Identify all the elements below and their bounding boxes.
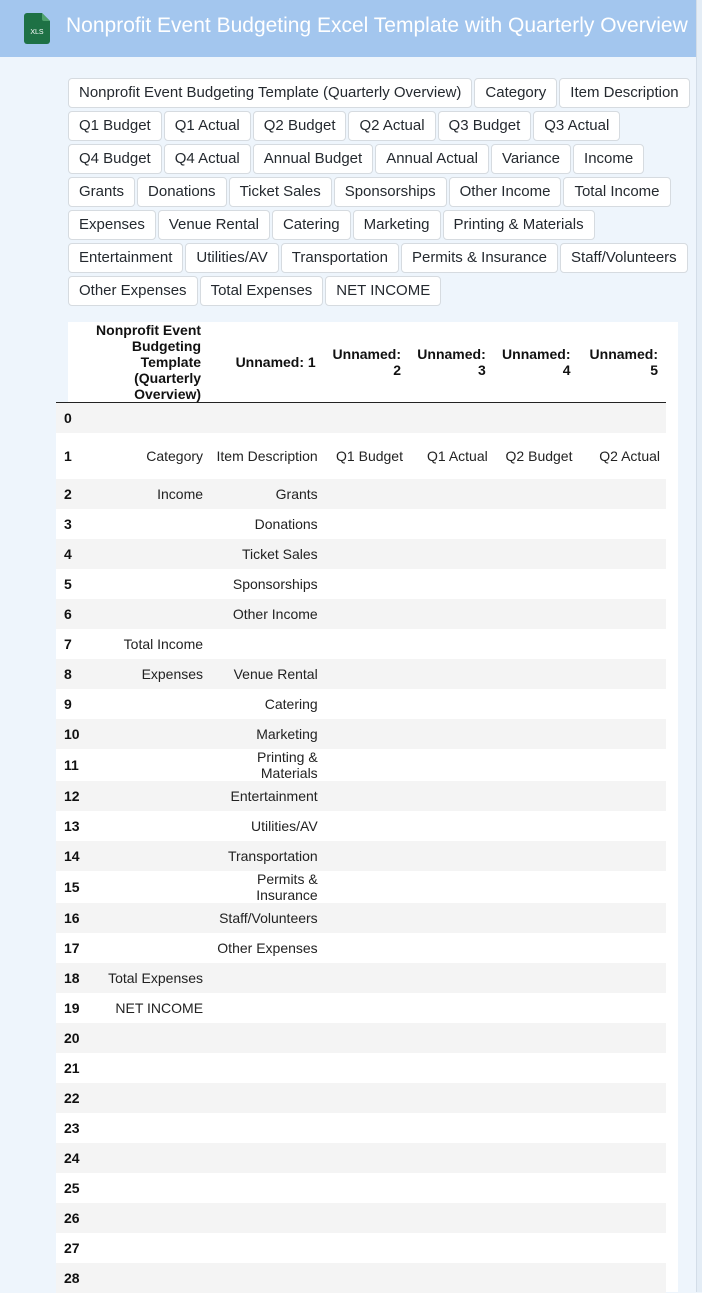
table-cell	[578, 1083, 666, 1113]
column-chip[interactable]: NET INCOME	[325, 276, 441, 306]
column-chip[interactable]: Transportation	[281, 243, 399, 273]
row-index: 8	[56, 659, 80, 689]
table-cell	[578, 811, 666, 841]
table-cell	[494, 539, 579, 569]
table-cell: Q2 Actual	[578, 433, 666, 479]
table-cell	[409, 1143, 494, 1173]
column-chip[interactable]: Entertainment	[68, 243, 183, 273]
column-chip[interactable]: Item Description	[559, 78, 689, 108]
column-chip[interactable]: Income	[573, 144, 644, 174]
table-cell	[578, 1173, 666, 1203]
row-index: 6	[56, 599, 80, 629]
table-cell: Staff/Volunteers	[209, 903, 324, 933]
column-chip[interactable]: Donations	[137, 177, 227, 207]
table-cell	[409, 599, 494, 629]
table-row	[56, 1263, 666, 1293]
row-index: 2	[56, 479, 80, 509]
row-index: 19	[56, 993, 80, 1023]
column-header[interactable]: Nonprofit Event Budgeting Template (Quarterly Overview)	[80, 322, 209, 403]
table-cell	[494, 1053, 579, 1083]
page-title: Nonprofit Event Budgeting Excel Template with Quarterly Overview	[66, 14, 688, 37]
table-cell	[578, 871, 666, 903]
table-row	[56, 539, 666, 569]
row-index: 10	[56, 719, 80, 749]
table-cell	[409, 403, 494, 433]
table-row	[56, 599, 666, 629]
table-cell	[409, 1203, 494, 1233]
table-row	[56, 871, 666, 903]
row-index: 15	[56, 871, 80, 903]
table-cell	[578, 569, 666, 599]
table-row	[56, 811, 666, 841]
table-cell: NET INCOME	[80, 993, 209, 1023]
table-cell	[80, 1173, 209, 1203]
table-row	[56, 749, 666, 781]
table-cell	[494, 841, 579, 871]
column-chip[interactable]: Q2 Budget	[253, 111, 347, 141]
table-cell	[409, 569, 494, 599]
table-cell	[578, 689, 666, 719]
table-cell	[324, 1023, 409, 1053]
table-cell	[578, 749, 666, 781]
row-index: 28	[56, 1263, 80, 1293]
table-cell	[578, 1263, 666, 1293]
row-index: 22	[56, 1083, 80, 1113]
table-cell: Grants	[209, 479, 324, 509]
table-row	[56, 509, 666, 539]
table-row	[56, 629, 666, 659]
table-cell	[409, 1113, 494, 1143]
table-cell	[578, 659, 666, 689]
table-cell	[80, 569, 209, 599]
table-cell	[209, 1023, 324, 1053]
table-cell: Total Expenses	[80, 963, 209, 993]
table-cell	[324, 479, 409, 509]
table-row	[56, 1173, 666, 1203]
table-cell	[409, 903, 494, 933]
column-chip[interactable]: Q2 Actual	[348, 111, 435, 141]
table-cell	[409, 509, 494, 539]
index-header[interactable]	[56, 322, 80, 403]
table-cell	[324, 1143, 409, 1173]
column-chip[interactable]: Utilities/AV	[185, 243, 278, 273]
table-cell: Donations	[209, 509, 324, 539]
table-cell	[324, 403, 409, 433]
table-cell	[324, 781, 409, 811]
table-cell	[324, 1233, 409, 1263]
row-index: 7	[56, 629, 80, 659]
table-cell	[494, 1173, 579, 1203]
column-chip[interactable]: Venue Rental	[158, 210, 270, 240]
table-cell	[209, 1263, 324, 1293]
column-chip[interactable]: Annual Budget	[253, 144, 373, 174]
table-cell	[80, 811, 209, 841]
table-cell	[409, 1263, 494, 1293]
table-cell	[494, 781, 579, 811]
table-cell	[494, 403, 579, 433]
table-row	[56, 659, 666, 689]
table-cell	[494, 963, 579, 993]
page-header	[0, 0, 696, 57]
table-cell	[494, 933, 579, 963]
excel-file-icon	[24, 13, 50, 44]
table-cell	[209, 1203, 324, 1233]
table-cell: Item Description	[209, 433, 324, 479]
row-index: 4	[56, 539, 80, 569]
table-cell	[80, 509, 209, 539]
table-cell	[324, 963, 409, 993]
table-row	[56, 1113, 666, 1143]
column-chip[interactable]: Nonprofit Event Budgeting Template (Quarterly Overview)	[68, 78, 472, 108]
table-cell	[209, 1233, 324, 1263]
table-row	[56, 1053, 666, 1083]
column-header[interactable]: Unnamed: 3	[409, 322, 494, 403]
table-cell	[494, 993, 579, 1023]
table-cell	[409, 963, 494, 993]
table-cell	[494, 719, 579, 749]
table-cell	[324, 599, 409, 629]
table-row	[56, 841, 666, 871]
column-chip[interactable]: Sponsorships	[334, 177, 447, 207]
table-cell	[409, 1023, 494, 1053]
column-chip[interactable]: Total Expenses	[200, 276, 324, 306]
table-cell: Sponsorships	[209, 569, 324, 599]
table-cell	[578, 903, 666, 933]
table-cell	[324, 933, 409, 963]
row-index: 14	[56, 841, 80, 871]
column-chip[interactable]: Catering	[272, 210, 351, 240]
table-cell	[324, 1083, 409, 1113]
table-row	[56, 479, 666, 509]
table-row	[56, 1203, 666, 1233]
table-cell	[494, 599, 579, 629]
row-index: 12	[56, 781, 80, 811]
table-cell	[209, 963, 324, 993]
table-cell	[578, 1053, 666, 1083]
table-cell	[409, 933, 494, 963]
table-cell	[80, 903, 209, 933]
row-index: 24	[56, 1143, 80, 1173]
column-chip[interactable]: Total Income	[563, 177, 670, 207]
row-index: 26	[56, 1203, 80, 1233]
table-cell	[409, 479, 494, 509]
table-cell	[324, 1173, 409, 1203]
table-cell	[80, 719, 209, 749]
table-cell	[209, 1143, 324, 1173]
table-cell	[80, 1143, 209, 1173]
column-chip[interactable]: Category	[474, 78, 557, 108]
table-cell: Venue Rental	[209, 659, 324, 689]
table-cell	[209, 1083, 324, 1113]
table-cell: Expenses	[80, 659, 209, 689]
column-chip[interactable]: Annual Actual	[375, 144, 489, 174]
table-cell: Category	[80, 433, 209, 479]
table-cell: Other Expenses	[209, 933, 324, 963]
column-chip[interactable]: Other Expenses	[68, 276, 198, 306]
table-cell	[409, 871, 494, 903]
row-index: 16	[56, 903, 80, 933]
row-index: 0	[56, 403, 80, 433]
column-chip[interactable]: Printing & Materials	[443, 210, 595, 240]
table-cell	[80, 1263, 209, 1293]
table-cell: Permits & Insurance	[209, 871, 324, 903]
table-cell	[409, 1083, 494, 1113]
table-cell	[209, 993, 324, 1023]
excel-icon-label: XLS	[30, 29, 44, 36]
table-cell	[324, 1203, 409, 1233]
table-cell	[409, 659, 494, 689]
table-cell	[324, 569, 409, 599]
table-cell	[324, 509, 409, 539]
data-table	[56, 322, 666, 1293]
table-cell	[494, 479, 579, 509]
table-cell	[494, 1113, 579, 1143]
table-cell	[494, 871, 579, 903]
table-cell	[80, 1113, 209, 1143]
table-row	[56, 433, 666, 479]
column-chip[interactable]: Grants	[68, 177, 135, 207]
table-cell	[209, 629, 324, 659]
column-chip[interactable]: Other Income	[449, 177, 562, 207]
table-header-row	[56, 322, 666, 403]
table-cell	[409, 629, 494, 659]
table-cell: Other Income	[209, 599, 324, 629]
table-cell: Q1 Actual	[409, 433, 494, 479]
table-cell	[80, 1053, 209, 1083]
table-cell: Catering	[209, 689, 324, 719]
table-cell	[409, 993, 494, 1023]
table-cell	[324, 903, 409, 933]
table-row	[56, 963, 666, 993]
table-cell	[578, 963, 666, 993]
table-cell: Printing & Materials	[209, 749, 324, 781]
table-cell	[578, 403, 666, 433]
column-chip-list	[68, 77, 700, 308]
table-row	[56, 569, 666, 599]
table-cell	[494, 659, 579, 689]
table-cell: Marketing	[209, 719, 324, 749]
table-cell: Q1 Budget	[324, 433, 409, 479]
table-row	[56, 993, 666, 1023]
row-index: 25	[56, 1173, 80, 1203]
column-chip[interactable]: Ticket Sales	[229, 177, 332, 207]
row-index: 21	[56, 1053, 80, 1083]
row-index: 17	[56, 933, 80, 963]
table-cell	[494, 569, 579, 599]
table-cell	[324, 1113, 409, 1143]
table-cell	[324, 841, 409, 871]
table-cell	[409, 811, 494, 841]
table-cell	[578, 841, 666, 871]
table-cell	[494, 629, 579, 659]
column-chip[interactable]: Q1 Budget	[68, 111, 162, 141]
table-cell	[409, 841, 494, 871]
table-cell	[494, 1143, 579, 1173]
table-cell	[578, 509, 666, 539]
column-header[interactable]: Unnamed: 2	[324, 322, 409, 403]
table-cell: Entertainment	[209, 781, 324, 811]
table-row	[56, 403, 666, 433]
table-cell	[80, 1203, 209, 1233]
row-index: 23	[56, 1113, 80, 1143]
column-chip[interactable]: Q1 Actual	[164, 111, 251, 141]
table-cell	[324, 871, 409, 903]
table-cell	[578, 629, 666, 659]
table-cell	[80, 403, 209, 433]
table-cell	[409, 781, 494, 811]
table-cell	[209, 1173, 324, 1203]
table-cell	[409, 719, 494, 749]
table-cell	[494, 509, 579, 539]
table-cell	[324, 993, 409, 1023]
column-header[interactable]: Unnamed: 4	[494, 322, 579, 403]
table-cell	[80, 933, 209, 963]
column-chip[interactable]: Q4 Budget	[68, 144, 162, 174]
column-chip[interactable]: Staff/Volunteers	[560, 243, 688, 273]
table-cell	[409, 1173, 494, 1203]
table-cell	[494, 1023, 579, 1053]
column-chip[interactable]: Permits & Insurance	[401, 243, 558, 273]
column-chip[interactable]: Q4 Actual	[164, 144, 251, 174]
table-cell	[494, 1263, 579, 1293]
table-cell	[409, 689, 494, 719]
table-cell: Utilities/AV	[209, 811, 324, 841]
table-cell: Income	[80, 479, 209, 509]
table-cell	[409, 1233, 494, 1263]
data-table-viewport[interactable]	[64, 322, 678, 1292]
table-cell	[324, 659, 409, 689]
row-index: 9	[56, 689, 80, 719]
table-cell	[324, 689, 409, 719]
table-row	[56, 1083, 666, 1113]
table-cell	[494, 811, 579, 841]
table-cell	[209, 403, 324, 433]
table-cell	[578, 479, 666, 509]
table-cell	[80, 1083, 209, 1113]
table-cell: Transportation	[209, 841, 324, 871]
column-header[interactable]: Unnamed: 1	[209, 322, 324, 403]
table-cell	[209, 1113, 324, 1143]
table-cell	[80, 599, 209, 629]
table-cell	[578, 719, 666, 749]
table-cell	[324, 811, 409, 841]
table-cell	[578, 1143, 666, 1173]
table-row	[56, 1233, 666, 1263]
table-cell	[494, 749, 579, 781]
table-cell	[80, 781, 209, 811]
column-chip[interactable]: Expenses	[68, 210, 156, 240]
table-cell: Q2 Budget	[494, 433, 579, 479]
table-row	[56, 781, 666, 811]
table-cell	[80, 841, 209, 871]
table-cell	[494, 689, 579, 719]
table-cell	[324, 1263, 409, 1293]
table-cell	[578, 1113, 666, 1143]
table-row	[56, 719, 666, 749]
table-cell	[80, 1023, 209, 1053]
table-cell	[324, 1053, 409, 1083]
row-index: 11	[56, 749, 80, 781]
table-cell	[494, 1083, 579, 1113]
table-row	[56, 1143, 666, 1173]
table-cell	[80, 1233, 209, 1263]
table-cell	[409, 539, 494, 569]
column-chip[interactable]: Marketing	[353, 210, 441, 240]
table-cell	[80, 749, 209, 781]
column-chip[interactable]: Q3 Budget	[438, 111, 532, 141]
table-cell	[494, 1233, 579, 1263]
table-cell	[409, 1053, 494, 1083]
table-cell	[578, 1203, 666, 1233]
table-cell	[494, 1203, 579, 1233]
table-row	[56, 689, 666, 719]
row-index: 5	[56, 569, 80, 599]
table-cell	[578, 1023, 666, 1053]
table-cell	[80, 871, 209, 903]
table-cell	[80, 539, 209, 569]
table-cell	[578, 781, 666, 811]
table-cell	[324, 719, 409, 749]
row-index: 3	[56, 509, 80, 539]
table-row	[56, 903, 666, 933]
column-chip[interactable]: Variance	[491, 144, 571, 174]
table-cell	[324, 749, 409, 781]
table-cell	[494, 903, 579, 933]
row-index: 1	[56, 433, 80, 479]
table-cell	[324, 539, 409, 569]
table-cell	[578, 539, 666, 569]
table-row	[56, 1023, 666, 1053]
table-row	[56, 933, 666, 963]
table-cell	[209, 1053, 324, 1083]
column-chip[interactable]: Q3 Actual	[533, 111, 620, 141]
row-index: 18	[56, 963, 80, 993]
row-index: 13	[56, 811, 80, 841]
row-index: 20	[56, 1023, 80, 1053]
table-cell	[409, 749, 494, 781]
column-header[interactable]: Unnamed: 5	[578, 322, 666, 403]
row-index: 27	[56, 1233, 80, 1263]
table-cell	[578, 599, 666, 629]
table-cell	[324, 629, 409, 659]
table-cell	[578, 933, 666, 963]
table-cell: Total Income	[80, 629, 209, 659]
table-cell	[578, 1233, 666, 1263]
table-cell: Ticket Sales	[209, 539, 324, 569]
table-cell	[80, 689, 209, 719]
table-cell	[578, 993, 666, 1023]
